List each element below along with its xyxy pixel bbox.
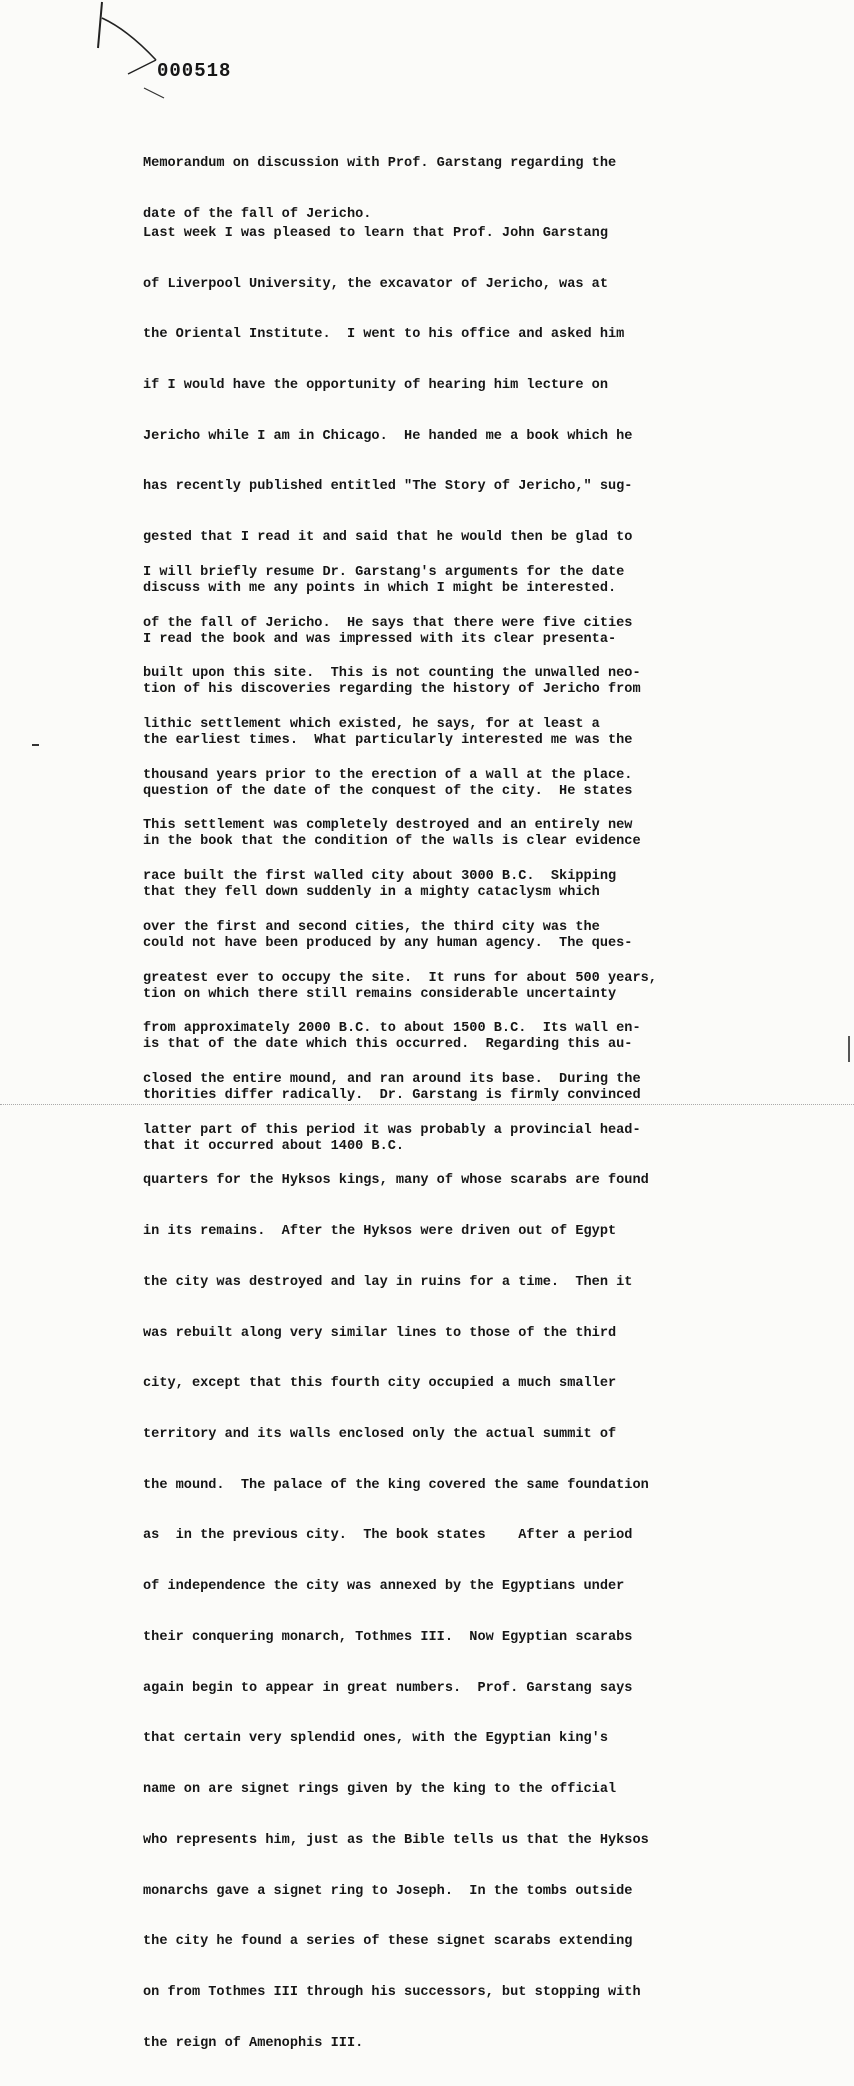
text-line: in the book that the condition of the walls is clear evidence (143, 834, 641, 850)
text-line: that they fell down suddenly in a mighty cataclysm which (143, 885, 600, 901)
margin-tick-mark (32, 744, 39, 746)
text-line: their conquering monarch, Tothmes III. Now Egyptian scarabs (143, 1629, 633, 1645)
text-line: the city was destroyed and lay in ruins for a time. Then it (143, 1274, 633, 1290)
text-line: territory and its walls enclosed only the actual summit of (143, 1427, 617, 1443)
text-line: tion of his discoveries regarding the history of Jericho from (143, 682, 641, 698)
document-number: 000518 (157, 60, 232, 82)
text-line: could not have been produced by any human agency. The ques- (143, 935, 633, 951)
paragraph-2 (143, 531, 803, 2086)
text-line: closed the entire mound, and ran around its base. During the (143, 1072, 641, 1087)
text-line: discuss with me any points in which I might be interested. (143, 580, 617, 596)
text-line: This settlement was completely destroyed and an entirely new (143, 818, 633, 834)
text-line: quarters for the Hyksos kings, many of whose scarabs are found (143, 1173, 649, 1189)
text-line: of independence the city was annexed by the Egyptians under (143, 1579, 625, 1595)
text-line: thousand years prior to the erection of a wall at the place. (143, 767, 633, 783)
text-line: gested that I read it and said that he would then be glad to (143, 530, 633, 546)
title-line: date of the fall of Jericho. (143, 206, 372, 222)
text-line: the Oriental Institute. I went to his office and asked him (143, 327, 625, 343)
text-line: built upon this site. This is not counting the unwalled neo- (143, 666, 641, 682)
text-line: the mound. The palace of the king covered the same foundation (143, 1477, 649, 1493)
text-line: of Liverpool University, the excavator of Jericho, was at (143, 276, 608, 292)
text-line: from approximately 2000 B.C. to about 1500 B.C. Its wall en- (143, 1021, 641, 1037)
handwritten-check-mark-icon (88, 0, 178, 100)
text-line: question of the date of the conquest of the city. He states (143, 783, 633, 799)
text-line: is that of the date which this occurred. Regarding this au- (143, 1037, 633, 1053)
text-line: Jericho while I am in Chicago. He handed me a book which he (143, 428, 633, 444)
text-line: thorities differ radically. Dr. Garstang is firmly convinced (143, 1088, 641, 1104)
text-line: in its remains. After the Hyksos were driven out of Egypt (143, 1224, 617, 1240)
text-line: name on are signet rings given by the king to the official (143, 1782, 617, 1798)
text-line: that certain very splendid ones, with the Egyptian king's (143, 1731, 608, 1747)
text-line: Last week I was pleased to learn that Prof. John Garstang (143, 225, 608, 241)
text-line: tion on which there still remains considerable uncertainty (143, 986, 617, 1002)
text-line: the reign of Amenophis III. (143, 2035, 364, 2051)
text-line: the city he found a series of these signet scarabs extending (143, 1934, 633, 1950)
text-line: city, except that this fourth city occupied a much smaller (143, 1376, 617, 1392)
text-line: again begin to appear in great numbers. Prof. Garstang says (143, 1680, 633, 1696)
text-line: greatest ever to occupy the site. It runs for about 500 years, (143, 970, 657, 986)
text-line: I will briefly resume Dr. Garstang's arguments for the date (143, 564, 625, 580)
text-line: latter part of this period it was probably a provincial head- (143, 1122, 641, 1138)
text-line: lithic settlement which existed, he says, for at least a (143, 716, 600, 732)
text-line: monarchs gave a signet ring to Joseph. In the tombs outside (143, 1883, 633, 1899)
text-line: that it occurred about 1400 B.C. (143, 1138, 405, 1154)
title-line: Memorandum on discussion with Prof. Garstang regarding the (143, 155, 617, 171)
text-line: on from Tothmes III through his successors, but stopping with (143, 1984, 641, 2000)
scan-edge-mark (848, 1036, 850, 1062)
text-line: if I would have the opportunity of hearing him lecture on (143, 377, 608, 393)
scan-bottom-edge (0, 1104, 854, 1106)
text-line: as in the previous city. The book states After a period (143, 1528, 633, 1544)
text-line: of the fall of Jericho. He says that there were five cities (143, 615, 633, 631)
text-line: was rebuilt along very similar lines to those of the third (143, 1325, 617, 1341)
text-line: has recently published entitled "The Story of Jericho," sug- (143, 479, 633, 495)
text-line: the earliest times. What particularly interested me was the (143, 733, 633, 748)
text-line: who represents him, just as the Bible tells us that the Hyksos (143, 1832, 649, 1848)
text-line: race built the first walled city about 3000 B.C. Skipping (143, 869, 617, 885)
text-line: over the first and second cities, the third city was the (143, 919, 600, 935)
text-line: I read the book and was impressed with its clear presenta- (143, 631, 617, 647)
